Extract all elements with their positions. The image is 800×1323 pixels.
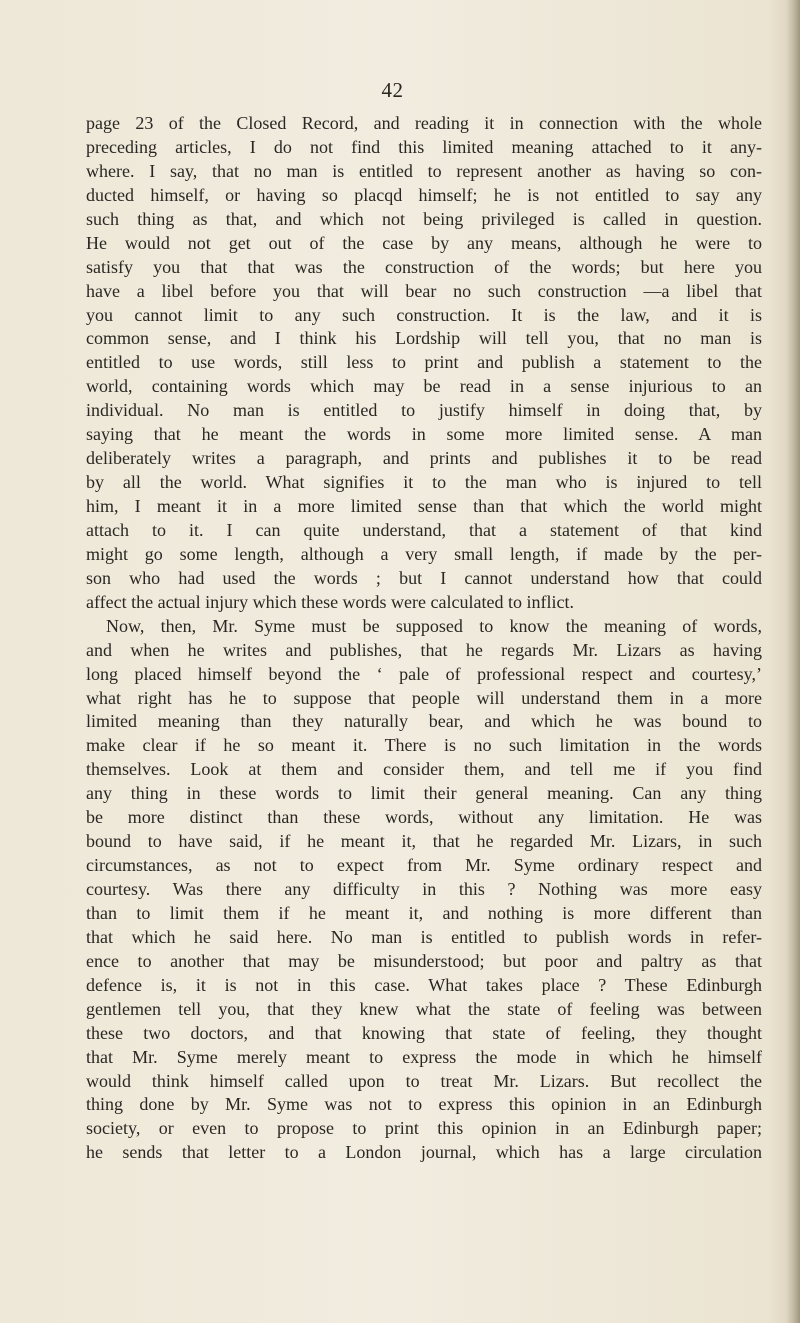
text-line: son who had used the words ; but I cannot understand how that could xyxy=(86,567,762,588)
text-line: themselves. Look at them and consider them, and tell me if you find xyxy=(86,759,762,780)
text-line: thing done by Mr. Syme was not to express this opinion in an Edinburgh xyxy=(86,1094,762,1115)
text-line: satisfy you that that was the construction of the words; but here you xyxy=(86,256,762,277)
text-line: preceding articles, I do not find this limited meaning attached to it any- xyxy=(86,136,762,157)
text-line: long placed himself beyond the ‘ pale of professional respect and courtesy,’ xyxy=(86,663,762,684)
body-text xyxy=(86,112,762,1165)
text-line: what right has he to suppose that people will understand them in a more xyxy=(86,687,762,708)
text-line: he sends that letter to a London journal, which has a large circulation xyxy=(86,1142,762,1163)
text-line: might go some length, although a very small length, if made by the per- xyxy=(86,543,762,564)
text-line: ducted himself, or having so placqd himself; he is not entitled to say any xyxy=(86,184,762,205)
text-line: these two doctors, and that knowing that state of feeling, they thought xyxy=(86,1022,762,1043)
text-line: be more distinct than these words, without any limitation. He was xyxy=(86,807,762,828)
text-line: He would not get out of the case by any means, although he were to xyxy=(86,232,762,253)
text-line: attach to it. I can quite understand, that a statement of that kind xyxy=(86,519,762,540)
text-line: than to limit them if he meant it, and nothing is more different than xyxy=(86,902,762,923)
text-line: bound to have said, if he meant it, that he regarded Mr. Lizars, in such xyxy=(86,831,762,852)
text-line: world, containing words which may be read in a sense injurious to an xyxy=(86,376,762,397)
text-line: saying that he meant the words in some more limited sense. A man xyxy=(86,424,762,445)
page-number: 42 xyxy=(381,78,404,102)
text-line: that Mr. Syme merely meant to express the mode in which he himself xyxy=(86,1046,762,1067)
text-line: entitled to use words, still less to print and publish a statement to the xyxy=(86,352,762,373)
text-line: limited meaning than they naturally bear, and which he was bound to xyxy=(86,711,762,732)
page-edge-shadow xyxy=(786,0,800,1323)
text-line: affect the actual injury which these words were calculated to inflict. xyxy=(86,591,574,612)
text-line: page 23 of the Closed Record, and reading it in connection with the whole xyxy=(86,113,762,133)
text-line: that which he said here. No man is entitled to publish words in refer- xyxy=(86,926,762,947)
text-line: you cannot limit to any such construction. It is the law, and it is xyxy=(86,304,762,325)
text-line: deliberately writes a paragraph, and prints and publishes it to be read xyxy=(86,448,762,469)
text-line: ence to another that may be misunderstood; but poor and paltry as that xyxy=(86,950,762,971)
text-line: courtesy. Was there any difficulty in this ? Nothing was more easy xyxy=(86,879,762,899)
text-line: any thing in these words to limit their general meaning. Can any thing xyxy=(86,783,762,804)
text-line: circumstances, as not to expect from Mr. Syme ordinary respect and xyxy=(86,855,762,876)
text-line: and when he writes and publishes, that he regards Mr. Lizars as having xyxy=(86,639,762,660)
text-line: common sense, and I think his Lordship will tell you, that no man is xyxy=(86,328,762,349)
text-line: society, or even to propose to print this opinion in an Edinburgh paper; xyxy=(86,1118,762,1139)
text-line: have a libel before you that will bear no such construction —a libel that xyxy=(86,280,762,301)
text-line: by all the world. What signifies it to the man who is injured to tell xyxy=(86,472,762,493)
text-line: him, I meant it in a more limited sense than that which the world might xyxy=(86,496,762,516)
text-line: make clear if he so meant it. There is no such limitation in the words xyxy=(86,735,762,756)
text-line: defence is, it is not in this case. What takes place ? These Edinburgh xyxy=(86,974,762,995)
text-line: where. I say, that no man is entitled to represent another as having so con- xyxy=(86,160,762,181)
text-line: would think himself called upon to treat Mr. Lizars. But recollect the xyxy=(86,1070,762,1091)
text-line: gentlemen tell you, that they knew what the state of feeling was between xyxy=(86,998,762,1019)
text-line: individual. No man is entitled to justify himself in doing that, by xyxy=(86,400,762,421)
text-line: such thing as that, and which not being privileged is called in question. xyxy=(86,208,762,229)
text-line: Now, then, Mr. Syme must be supposed to know the meaning of words, xyxy=(106,615,762,636)
